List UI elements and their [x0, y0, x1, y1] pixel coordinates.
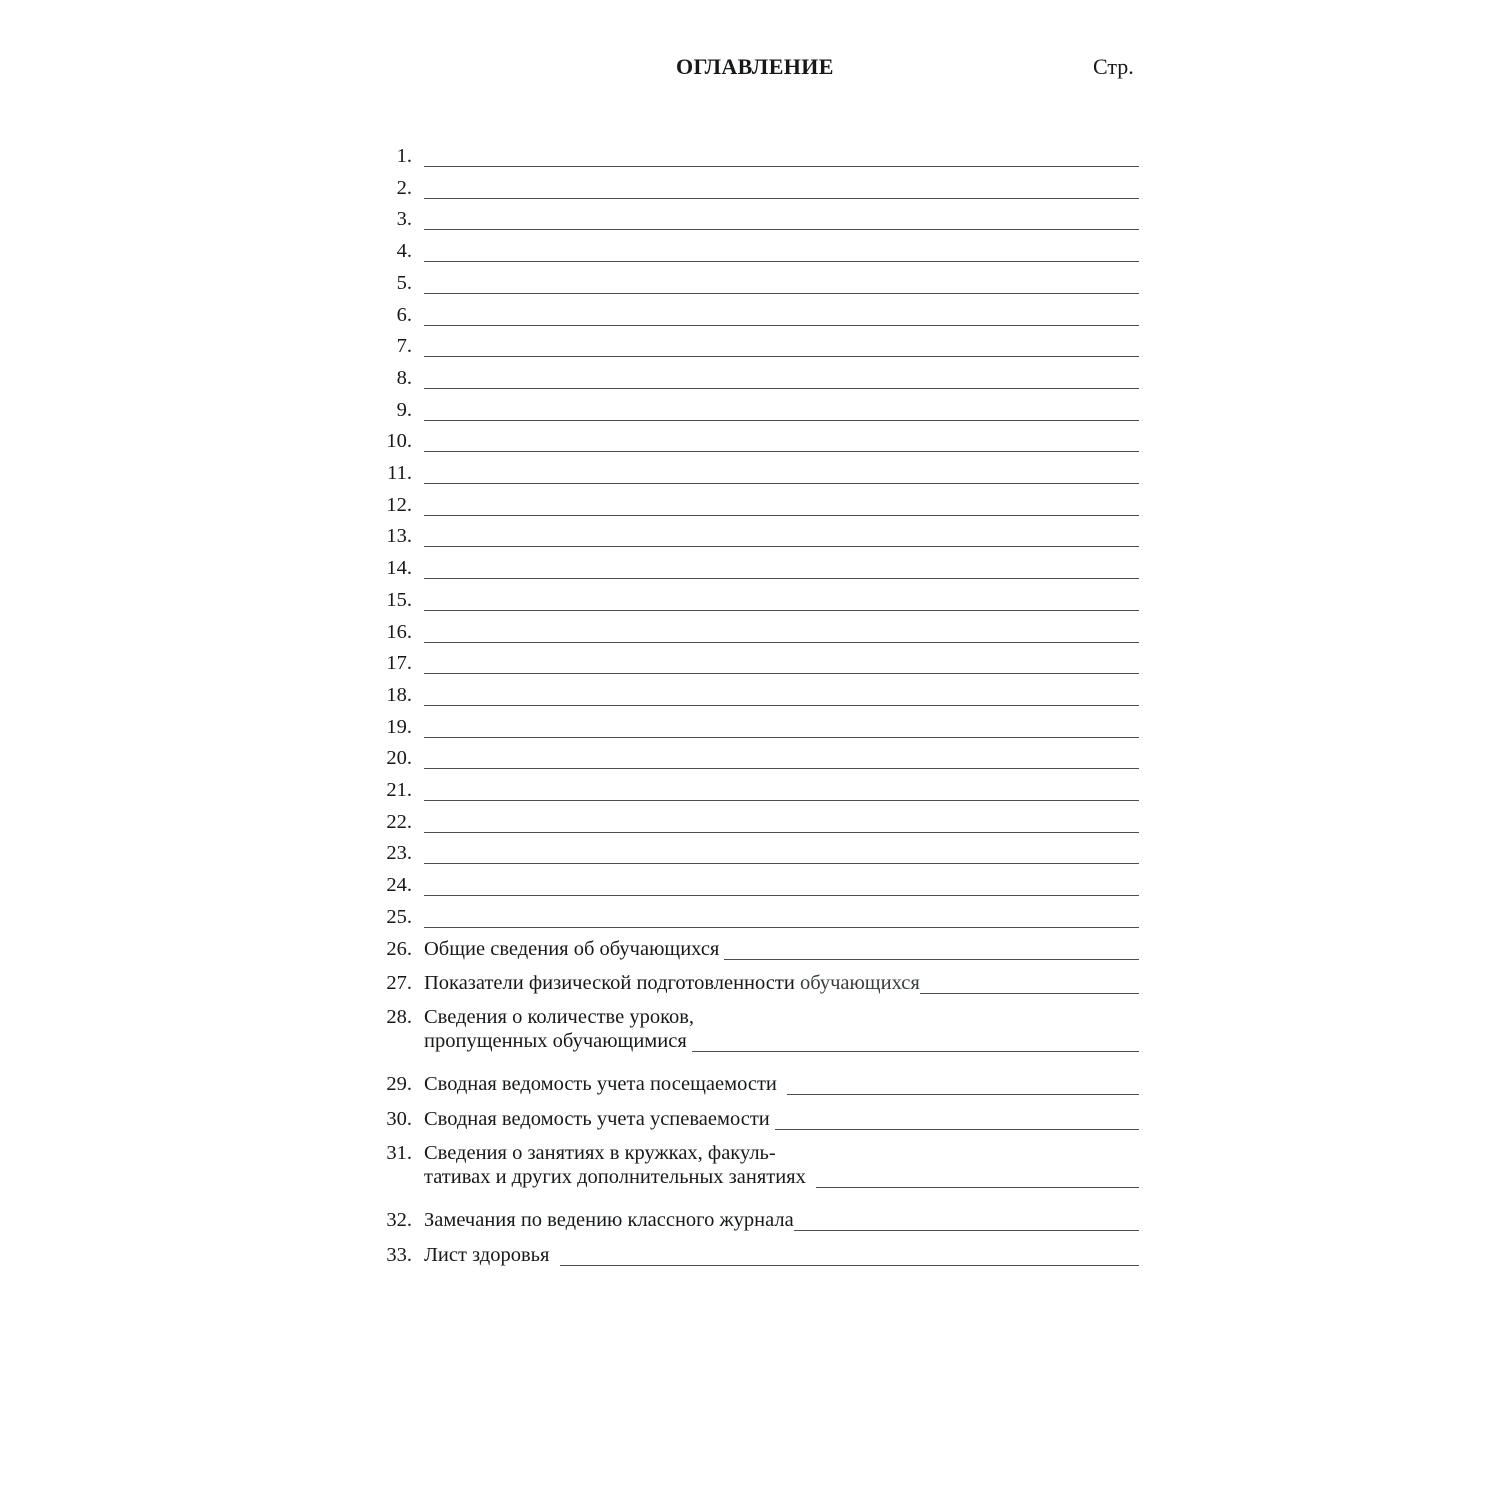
toc-entry-body	[424, 1107, 1139, 1131]
rule-line	[560, 1265, 1139, 1266]
toc-entry-body	[424, 524, 1139, 548]
toc-entry-body	[424, 1243, 1139, 1267]
rule-line	[424, 166, 1139, 167]
toc-entry-fill-rule[interactable]	[560, 1243, 1139, 1267]
toc-entry-fill-rule[interactable]	[424, 620, 1139, 644]
toc-entry-line	[424, 873, 1139, 897]
rule-line	[424, 483, 1139, 484]
toc-entry-body	[424, 1141, 1139, 1189]
toc-entry-body	[424, 905, 1139, 929]
toc-entry-fill-rule[interactable]	[692, 1029, 1139, 1053]
toc-entry-body	[424, 841, 1139, 865]
toc-entry-body	[424, 429, 1139, 453]
rule-line	[692, 1051, 1139, 1052]
toc-entry-number: 10.	[386, 430, 412, 453]
toc-entry-line	[424, 715, 1139, 739]
toc-entry-number: 13.	[386, 525, 412, 548]
toc-entry-fill-rule[interactable]	[424, 588, 1139, 612]
toc-entry-number: 31.	[386, 1142, 412, 1164]
toc-entry-number: 21.	[386, 779, 412, 801]
toc-entry-body	[424, 810, 1139, 834]
toc-entry-body	[424, 683, 1139, 707]
toc-entry-body	[424, 144, 1139, 168]
toc-entry-number: 27.	[386, 971, 412, 994]
toc-entry-number: 29.	[386, 1073, 412, 1096]
rule-line	[424, 768, 1139, 769]
toc-entry-fill-rule[interactable]	[424, 493, 1139, 517]
toc-entry-body	[424, 746, 1139, 770]
toc-entry-label: Сведения о количестве уроков,	[424, 1006, 695, 1029]
toc-entry-number: 12.	[386, 493, 412, 516]
toc-entry-line	[424, 398, 1139, 422]
toc-entry-fill-rule[interactable]	[424, 176, 1139, 200]
toc-entry-body	[424, 334, 1139, 358]
toc-entry-number: 25.	[386, 905, 412, 928]
toc-entry-number: 1.	[396, 145, 412, 167]
toc-entry-line	[424, 366, 1139, 390]
toc-entry-line	[424, 334, 1139, 358]
rule-line	[424, 388, 1139, 389]
rule-line	[424, 800, 1139, 801]
toc-entry-body	[424, 271, 1139, 295]
toc-entry-number: 2.	[396, 176, 412, 199]
toc-entry-label: Сводная ведомость учета посещаемости	[424, 1073, 788, 1096]
toc-entry-line	[424, 905, 1139, 929]
rule-line	[424, 673, 1139, 674]
toc-entry-label: Лист здоровья	[424, 1243, 560, 1266]
toc-entry-number: 33.	[386, 1243, 412, 1266]
toc-entry-line	[424, 1029, 1139, 1053]
toc-entry-label: Сведения о занятиях в кружках, факуль-	[424, 1142, 776, 1164]
toc-entry-body	[424, 937, 1139, 961]
toc-entry-number: 9.	[396, 398, 412, 421]
toc-entry-number: 15.	[386, 588, 412, 611]
toc-entry-body	[424, 1208, 1139, 1232]
rule-line	[424, 863, 1139, 864]
toc-entry-number: 17.	[386, 652, 412, 675]
rule-line	[424, 420, 1139, 421]
rule-line	[424, 705, 1139, 706]
toc-entry-fill-rule[interactable]	[424, 398, 1139, 422]
toc-entry-line	[424, 971, 1139, 995]
toc-entry-fill-rule[interactable]	[424, 683, 1139, 707]
toc-entry-fill-rule[interactable]	[787, 1072, 1139, 1096]
toc-entry-line	[424, 1243, 1139, 1267]
toc-entry-line	[424, 841, 1139, 865]
toc-entry-line	[424, 1005, 1139, 1029]
toc-entry-line	[424, 271, 1139, 295]
rule-line	[816, 1187, 1139, 1188]
rule-line	[424, 356, 1139, 357]
toc-entry-fill-rule[interactable]	[424, 144, 1139, 168]
toc-entry-body	[424, 873, 1139, 897]
toc-entry-body	[424, 715, 1139, 739]
toc-entry-line	[424, 303, 1139, 327]
toc-entry-number: 24.	[386, 874, 412, 897]
toc-entry-fill-rule[interactable]	[424, 905, 1139, 929]
rule-line	[424, 451, 1139, 452]
toc-entry-body	[424, 1005, 1139, 1053]
toc-entry-number: 16.	[386, 620, 412, 643]
toc-entry-fill-rule[interactable]	[424, 303, 1139, 327]
toc-entry-fill-rule[interactable]	[424, 239, 1139, 263]
toc-entry-line	[424, 493, 1139, 517]
toc-entry-number: 23.	[386, 842, 412, 865]
toc-entry-label: Замечания по ведению классного журнала	[424, 1209, 794, 1232]
toc-entry-fill-rule[interactable]	[424, 841, 1139, 865]
toc-entry-fill-rule[interactable]	[424, 810, 1139, 834]
toc-entry-number: 8.	[396, 366, 412, 389]
toc-entry-body	[424, 1072, 1139, 1096]
toc-entry-number: 3.	[396, 208, 412, 231]
toc-entry-body	[424, 493, 1139, 517]
toc-entry-fill-rule[interactable]	[424, 556, 1139, 580]
toc-entry-fill-rule[interactable]	[424, 524, 1139, 548]
toc-entry-label: Общие сведения об обучающихся	[424, 937, 725, 960]
rule-line	[424, 515, 1139, 516]
toc-entry-body	[424, 971, 1139, 995]
toc-entry-label: Показатели физической подготовленности	[424, 971, 800, 994]
toc-entry-line	[424, 620, 1139, 644]
toc-entry-body	[424, 651, 1139, 675]
toc-entry-fill-rule[interactable]	[424, 873, 1139, 897]
toc-entry-fill-rule[interactable]	[775, 1107, 1139, 1131]
toc-entry-line	[424, 651, 1139, 675]
toc-entry-number: 11.	[387, 462, 412, 484]
toc-entry-body	[424, 176, 1139, 200]
toc-entry-line	[424, 683, 1139, 707]
toc-entry-fill-rule[interactable]	[816, 1165, 1139, 1189]
toc-entry-fill-rule[interactable]	[920, 971, 1139, 995]
toc-entry-number: 32.	[386, 1209, 412, 1232]
toc-entry-fill-rule[interactable]	[424, 651, 1139, 675]
toc-entry-line	[424, 810, 1139, 834]
toc-entry-number: 14.	[386, 557, 412, 580]
rule-line	[724, 959, 1139, 960]
toc-entry-line	[424, 937, 1139, 961]
toc-entry-fill-rule[interactable]	[424, 461, 1139, 485]
toc-entry-fill-rule[interactable]	[724, 937, 1139, 961]
toc-entry-line	[424, 524, 1139, 548]
toc-entry-number: 7.	[396, 335, 412, 358]
rule-line	[424, 229, 1139, 230]
toc-entry-line	[424, 746, 1139, 770]
rule-line	[787, 1094, 1139, 1095]
toc-entry-body	[424, 778, 1139, 802]
toc-entry-fill-rule[interactable]	[424, 746, 1139, 770]
toc-entry-line	[424, 176, 1139, 200]
toc-entry-fill-rule[interactable]	[794, 1208, 1139, 1232]
toc-entry-body	[424, 588, 1139, 612]
toc-entry-label: тативах и других дополнительных занятиях	[424, 1166, 817, 1188]
toc-entry-line	[424, 1208, 1139, 1232]
rule-line	[424, 198, 1139, 199]
toc-entry-line	[424, 1141, 1139, 1165]
toc-entry-body	[424, 461, 1139, 485]
rule-line	[424, 578, 1139, 579]
toc-entry-number: 19.	[386, 715, 412, 738]
toc-entry-line	[424, 461, 1139, 485]
toc-entry-fill-rule[interactable]	[424, 715, 1139, 739]
rule-line	[424, 927, 1139, 928]
rule-line	[920, 993, 1139, 994]
toc-entry-fill-rule[interactable]	[424, 429, 1139, 453]
toc-entry-number: 28.	[386, 1006, 412, 1029]
toc-entry-body	[424, 207, 1139, 231]
rule-line	[424, 737, 1139, 738]
toc-entry-fill-rule[interactable]	[424, 207, 1139, 231]
toc-entry-number: 26.	[386, 937, 412, 960]
toc-entry-label: пропущенных обучающимися	[424, 1030, 692, 1053]
toc-entry-number: 22.	[386, 810, 412, 833]
rule-line	[424, 325, 1139, 326]
toc-entry-number: 18.	[386, 683, 412, 706]
toc-entry-line	[424, 239, 1139, 263]
toc-entry-number: 4.	[396, 240, 412, 263]
toc-entry-body	[424, 556, 1139, 580]
rule-line	[424, 261, 1139, 262]
toc-entry-line	[424, 1165, 1139, 1189]
toc-entry-body	[424, 239, 1139, 263]
toc-entry-line	[424, 429, 1139, 453]
rule-line	[424, 642, 1139, 643]
toc-entry-body	[424, 398, 1139, 422]
toc-entry-line	[424, 556, 1139, 580]
toc-entry-number: 5.	[396, 271, 412, 294]
document-header	[0, 52, 1500, 86]
toc-entry-number: 20.	[386, 747, 412, 770]
page-number-column-header: Стр.	[1093, 54, 1134, 79]
toc-entry-line	[424, 1107, 1139, 1131]
toc-entry-fill-rule[interactable]	[424, 271, 1139, 295]
rule-line	[424, 832, 1139, 833]
toc-entry-number: 30.	[386, 1107, 412, 1130]
rule-line	[424, 610, 1139, 611]
toc-entry-line	[424, 588, 1139, 612]
rule-line	[775, 1129, 1139, 1130]
toc-entry-body	[424, 366, 1139, 390]
toc-entry-fill-rule[interactable]	[424, 334, 1139, 358]
rule-line	[794, 1230, 1139, 1231]
toc-entry-label-tail: обучающихся	[799, 971, 920, 994]
toc-entry-line	[424, 778, 1139, 802]
toc-entry-fill-rule[interactable]	[424, 366, 1139, 390]
toc-entry-line	[424, 1072, 1139, 1096]
rule-line	[424, 546, 1139, 547]
toc-entry-body	[424, 303, 1139, 327]
toc-entry-label: Сводная ведомость учета успеваемости	[424, 1107, 775, 1130]
toc-entry-number: 6.	[396, 303, 412, 326]
rule-line	[424, 895, 1139, 896]
toc-entry-fill-rule[interactable]	[424, 778, 1139, 802]
toc-entry-line	[424, 144, 1139, 168]
rule-line	[424, 293, 1139, 294]
toc-entry-body	[424, 620, 1139, 644]
toc-entry-line	[424, 207, 1139, 231]
page-title: ОГЛАВЛЕНИЕ	[676, 54, 834, 79]
